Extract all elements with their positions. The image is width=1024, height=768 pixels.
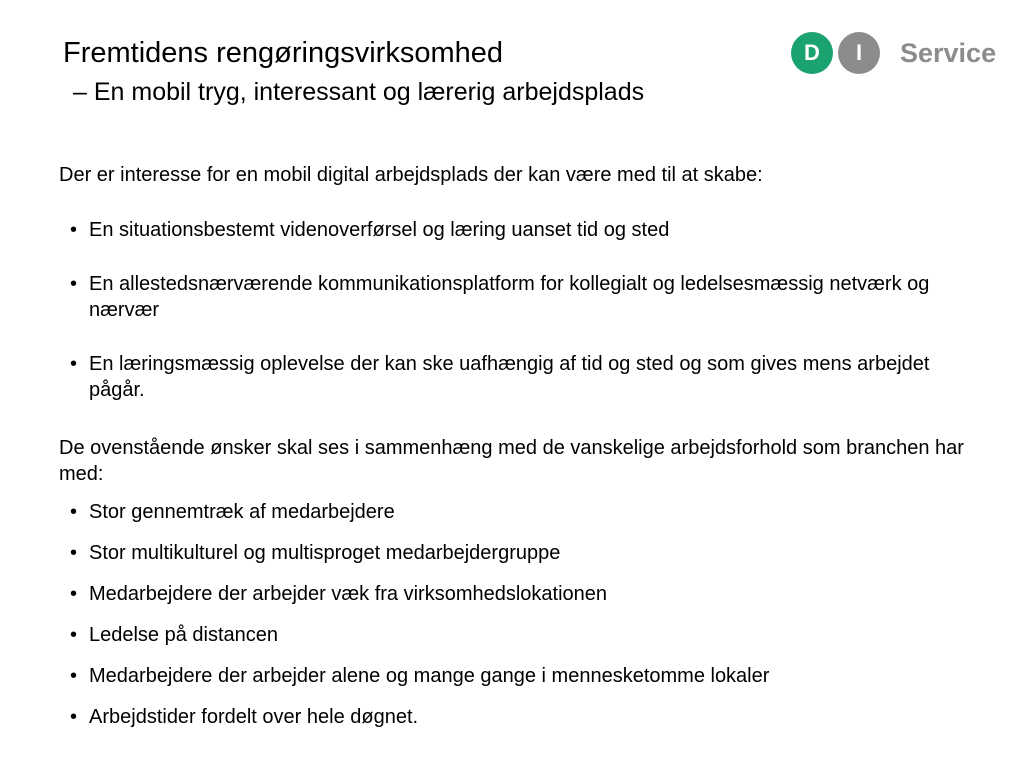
interest-list xyxy=(70,217,950,431)
list-item xyxy=(70,499,950,525)
list-item-text: En læringsmæssig oplevelse der kan ske uafhængig af tid og sted og som gives mens arbejdet pågår. xyxy=(89,353,930,401)
list-item-text: En situationsbestemt videnoverførsel og læring uanset tid og sted xyxy=(89,219,670,241)
bullet: • xyxy=(70,273,78,295)
list-item-text: Stor multikulturel og multisproget medarbejdergruppe xyxy=(89,542,561,564)
bullet: • xyxy=(70,583,78,605)
di-service-logo xyxy=(791,32,996,76)
intro-paragraph-1: Der er interesse for en mobil digital arbejdsplads der kan være med til at skabe: xyxy=(59,164,763,186)
bullet: • xyxy=(70,706,78,728)
list-item xyxy=(70,581,950,607)
slide-subtitle: – En mobil tryg, interessant og lærerig arbejdsplads xyxy=(73,78,645,106)
bullet: • xyxy=(70,501,78,523)
intro-paragraph-2: De ovenstående ønsker skal ses i sammenhæng med de vanskelige arbejdsforhold som branchen har med: xyxy=(59,437,964,485)
list-item-text: Ledelse på distancen xyxy=(89,624,279,646)
conditions-list xyxy=(70,499,950,745)
list-item-text: Medarbejdere der arbejder væk fra virksomhedslokationen xyxy=(89,583,608,605)
list-item xyxy=(70,271,950,323)
logo-d-circle: D xyxy=(791,32,833,74)
slide-title: Fremtidens rengøringsvirksomhed xyxy=(63,37,503,69)
bullet: • xyxy=(70,353,78,375)
logo-i-circle: I xyxy=(838,32,880,74)
bullet: • xyxy=(70,542,78,564)
list-item xyxy=(70,217,950,243)
logo-service-text: Service xyxy=(900,38,997,68)
bullet: • xyxy=(70,219,78,241)
list-item xyxy=(70,704,950,730)
bullet: • xyxy=(70,665,78,687)
list-item xyxy=(70,663,950,689)
list-item xyxy=(70,622,950,648)
list-item-text: Stor gennemtræk af medarbejdere xyxy=(89,501,395,523)
list-item xyxy=(70,351,950,403)
list-item xyxy=(70,540,950,566)
list-item-text: Arbejdstider fordelt over hele døgnet. xyxy=(89,706,419,728)
list-item-text: Medarbejdere der arbejder alene og mange gange i mennesketomme lokaler xyxy=(89,665,770,687)
list-item-text: En allestedsnærværende kommunikationsplatform for kollegialt og ledelsesmæssig netværk og nærvær xyxy=(89,273,930,321)
bullet: • xyxy=(70,624,78,646)
